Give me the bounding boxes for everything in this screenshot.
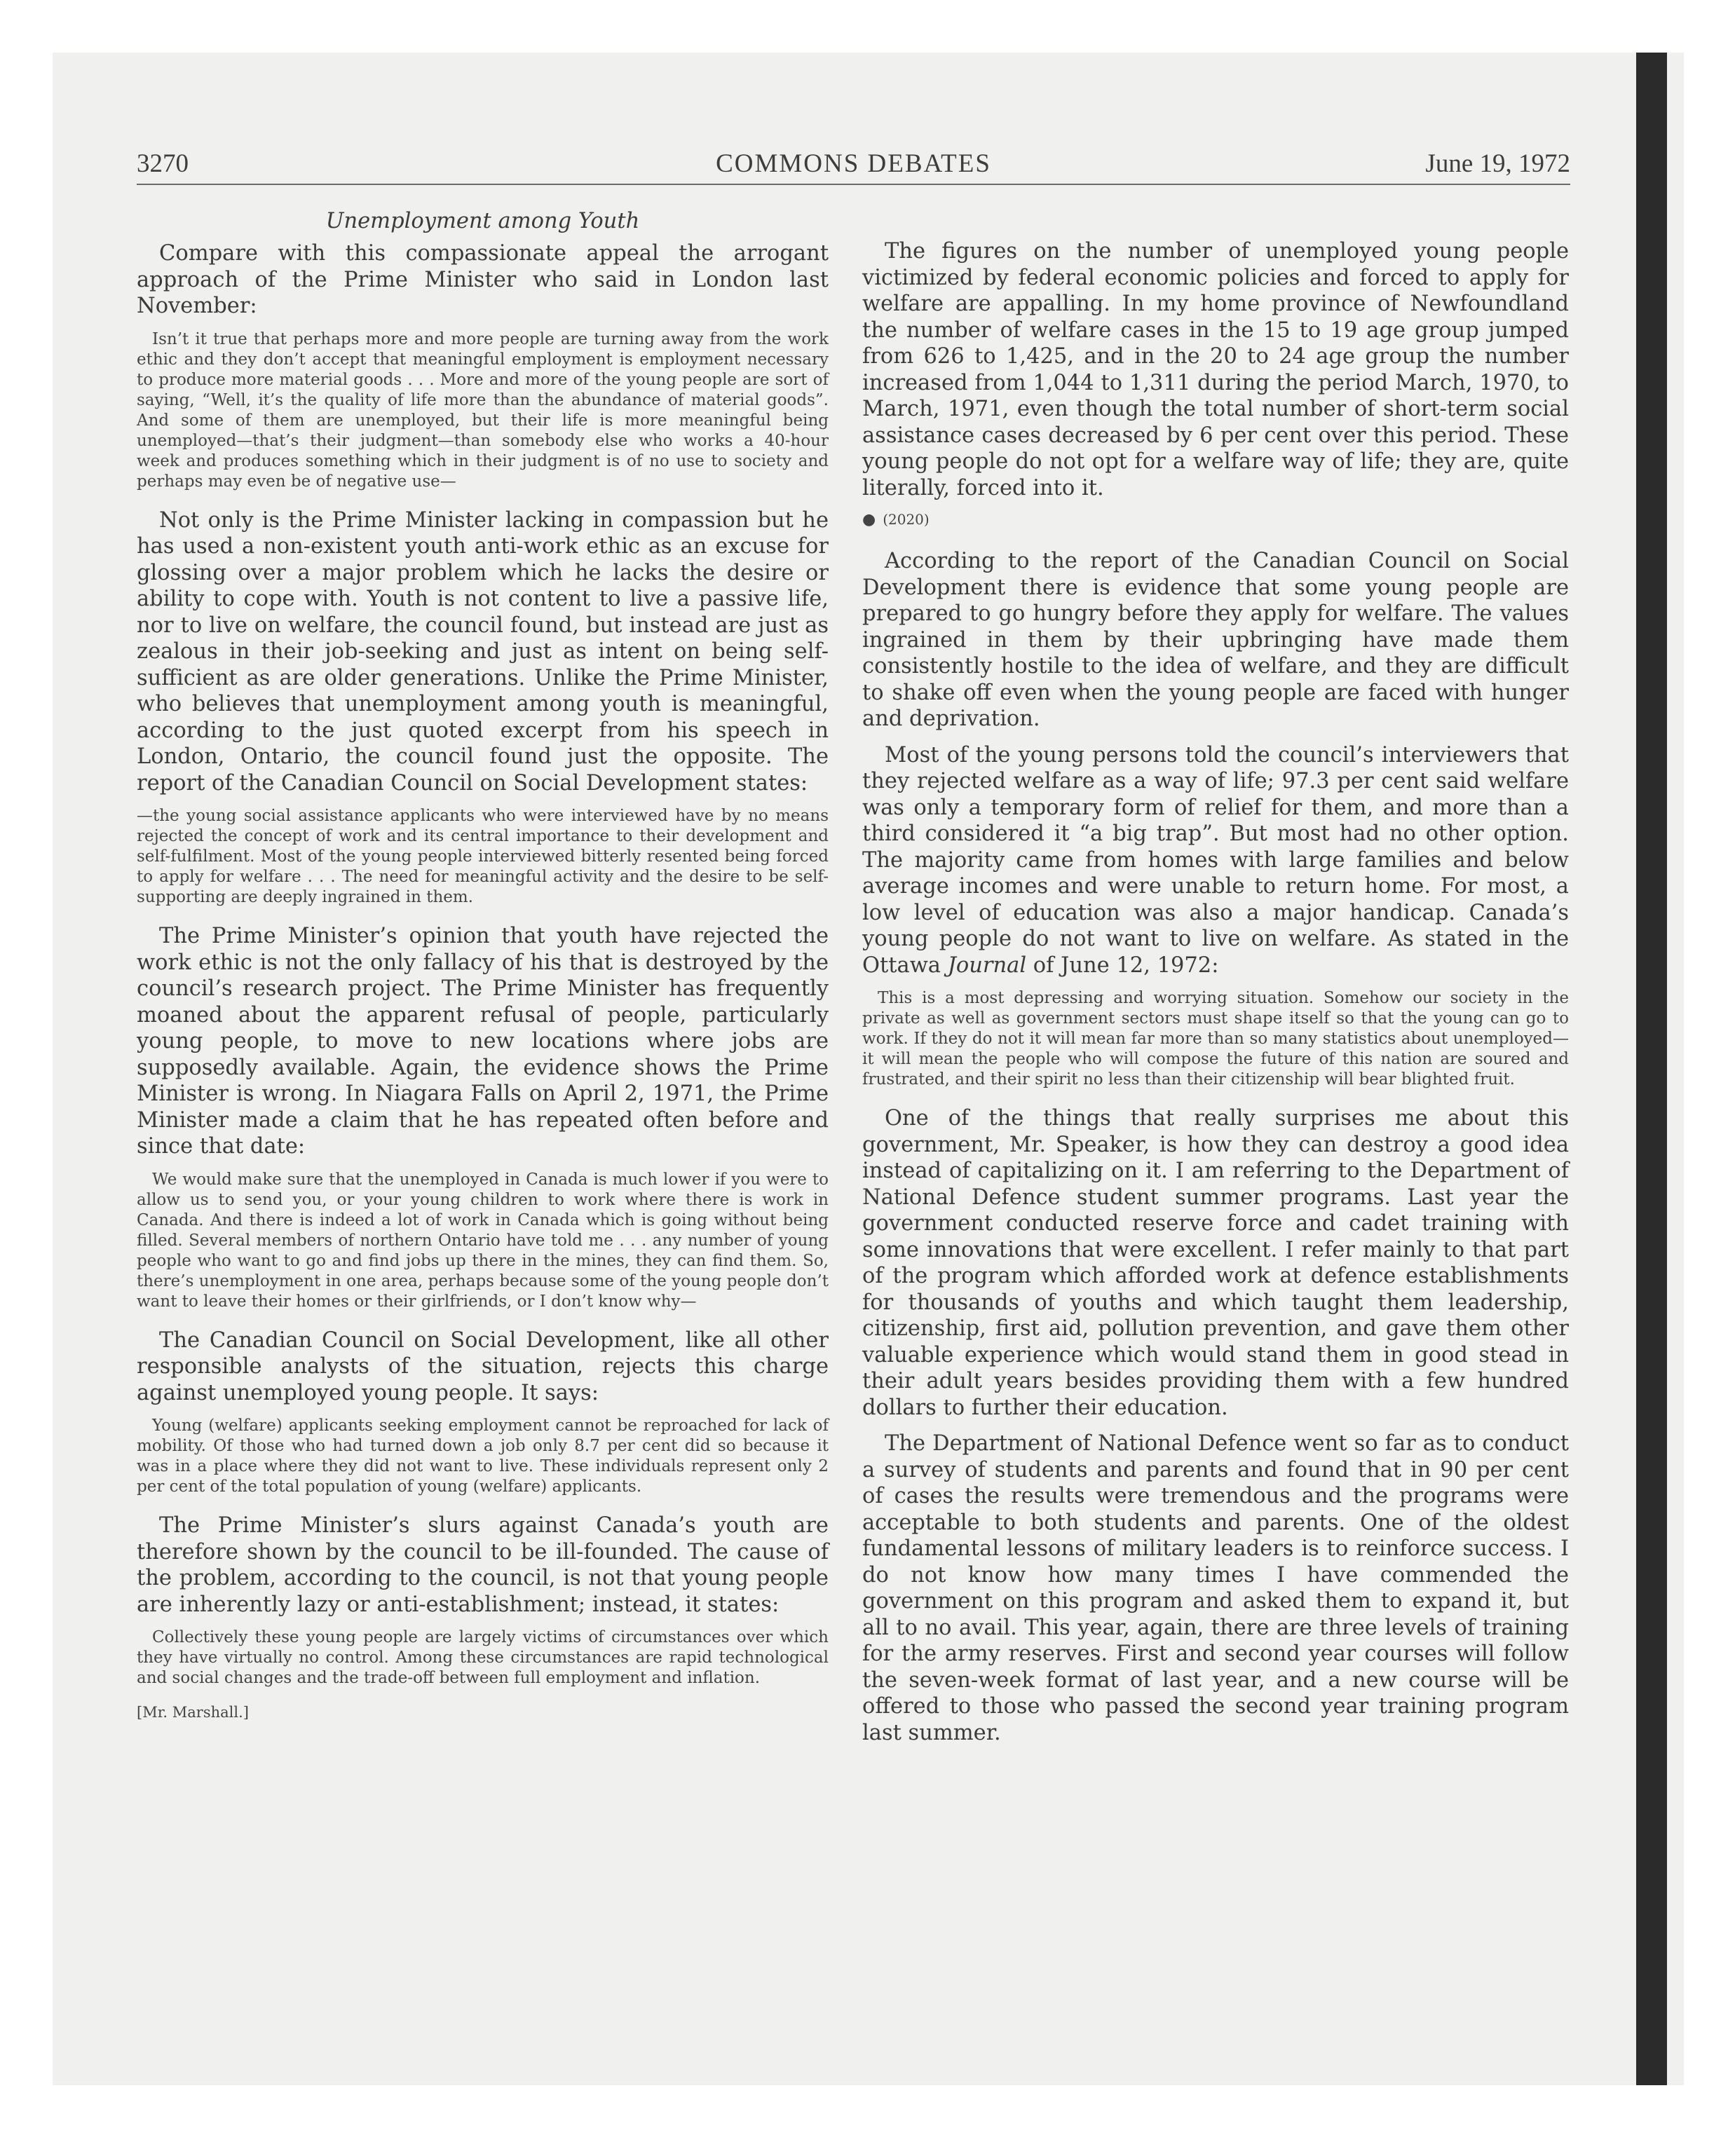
publication-title: COMMONS DEBATES — [716, 149, 991, 178]
paragraph — [862, 742, 1569, 979]
paragraph: The Prime Minister’s slurs against Canada’s youth are therefore shown by the council to be ill-founded. The cause of the problem, according to the council, is not that young people are inherently lazy or anti-establishment; instead, it states: — [137, 1513, 829, 1617]
block-quote: Young (welfare) applicants seeking employment cannot be reproached for lack of mobility. Of those who had turned down a job only 8.7 per cent did so because it was in a place where they did not want to live. These individuals represent only 2 per cent of the total population of young (welfare) applicants. — [137, 1417, 829, 1496]
page-date: June 19, 1972 — [1425, 149, 1570, 178]
bullet-icon: ● — [862, 511, 876, 528]
paragraph: According to the report of the Canadian Council on Social Development there is evidence that some young people are prepared to go hungry before they apply for welfare. The values ingrained in them by their upbringing have made them consistently hostile to the idea of welfare, and they are difficult to shake off even when the young people are faced with hunger and deprivation. — [862, 549, 1569, 731]
paragraph-text: Most of the young persons told the council’s interviewers that they rejected welfare as a way of life; 97.3 per cent said welfare was only a temporary form of relief for them, and more than a third considered it “a big trap”. But most had no other option. The majority came from homes with large families and below average incomes and were unable to return home. For most, a low level of education was also a major handicap. Canada’s young people do not want to live on welfare. As stated in the Ottawa — [862, 742, 1569, 978]
binding-edge — [1636, 53, 1667, 2085]
left-column — [137, 207, 829, 1721]
page-number: 3270 — [137, 149, 189, 178]
block-quote: —the young social assistance applicants who were interviewed have by no means rejected the concept of work and its central importance to their development and self-fulfilment. Most of the young people interviewed bitterly resented being forced to apply for welfare . . . The need for meaningful activity and the desire to be self-supporting are deeply ingrained in them. — [137, 807, 829, 906]
section-subheading: Unemployment among Youth — [325, 209, 640, 233]
time-marker — [862, 511, 1569, 528]
speaker-attribution: [Mr. Marshall.] — [137, 1704, 249, 1721]
block-quote: Isn’t it true that perhaps more and more people are turning away from the work ethic and they don’t accept that meaningful employment is employment necessary to produce more material goods . . . More and more of the young people are sort of saying, “Well, it’s the quality of life more than the abundance of material goods”. And some of them are unemployed, but their life is more meaningful being unemployed—that’s their judgment—than somebody else who works a 40-hour week and produces something which in their judgment is of no use to society and perhaps may even be of negative use— — [137, 329, 829, 491]
page-header — [137, 149, 1570, 185]
paragraph: The figures on the number of unemployed young people victimized by federal economic policies and forced to apply for welfare are appalling. In my home province of Newfoundland the number of welfare cases in the 15 to 19 age group jumped from 626 to 1,425, and in the 20 to 24 age group the number increased from 1,044 to 1,311 during the period March, 1970, to March, 1971, even though the total number of short-term social assistance cases decreased by 6 per cent over this period. These young people do not opt for a welfare way of life; they are, quite literally, forced into it. — [862, 239, 1569, 500]
time-marker-label: (2020) — [883, 511, 930, 528]
paragraph: The Canadian Council on Social Development, like all other responsible analysts of the situation, rejects this charge against unemployed young people. It says: — [137, 1328, 829, 1405]
publication-name: Journal — [947, 953, 1027, 978]
right-column — [862, 238, 1569, 1756]
paragraph: Not only is the Prime Minister lacking in compassion but he has used a non-existent youth anti-work ethic as an excuse for glossing over a major problem which he lacks the desire or ability to cope with. Youth is not content to live a passive life, nor to live on welfare, the council found, but instead are just as zealous in their job-seeking and just as intent on being self-sufficient as are older generations. Unlike the Prime Minister, who believes that unemployment among youth is meaningful, according to the just quoted excerpt from his speech in London, Ontario, the council found just the opposite. The report of the Canadian Council on Social Development states: — [137, 507, 829, 796]
block-quote: This is a most depressing and worrying situation. Somehow our society in the private as well as government sectors must shape itself so that the young can go to work. If they do not it will mean far more than so many statistics about unemployed—it will mean the people who will compose the future of this nation are soured and frustrated, and their spirit no less than their citizenship will bear blighted fruit. — [862, 989, 1569, 1089]
paragraph: The Department of National Defence went so far as to conduct a survey of students and parents and found that in 90 per cent of cases the results were tremendous and the programs were acceptable to both students and parents. One of the oldest fundamental lessons of military leaders is to reinforce success. I do not know how many times I have commended the government on this program and asked them to expand it, but all to no avail. This year, again, there are three levels of training for the army reserves. First and second year courses will follow the seven-week format of last year, and a new course will be offered to those who passed the second year training program last summer. — [862, 1431, 1569, 1745]
paragraph: Compare with this compassionate appeal the arrogant approach of the Prime Minister who said in London last November: — [137, 241, 829, 318]
block-quote: We would make sure that the unemployed in Canada is much lower if you were to allow us to send you, or your young children to work where there is work in Canada. And there is indeed a lot of work in Canada which is going without being filled. Several members of northern Ontario have told me . . . any number of young people who want to go and find jobs up there in the mines, they can find them. So, there’s unemployment in one area, perhaps because some of the young people don’t want to leave their homes or their girlfriends, or I don’t know why— — [137, 1170, 829, 1311]
paragraph-text: of June 12, 1972: — [1026, 953, 1219, 978]
paragraph: The Prime Minister’s opinion that youth have rejected the work ethic is not the only fallacy of his that is destroyed by the council’s research project. The Prime Minister has frequently moaned about the apparent refusal of people, particularly young people, to move to new locations where jobs are supposedly available. Again, the evidence shows the Prime Minister is wrong. In Niagara Falls on April 2, 1971, the Prime Minister made a claim that he has repeated often before and since that date: — [137, 924, 829, 1159]
paragraph: One of the things that really surprises me about this government, Mr. Speaker, is how they can destroy a good idea instead of capitalizing on it. I am referring to the Department of National Defence student summer programs. Last year the government conducted reserve force and cadet training with some innovations that were excellent. I refer mainly to that part of the program which afforded work at defence establishments for thousands of youths and which taught them leadership, citizenship, first aid, pollution prevention, and gave them other valuable experience which would stand them in good stead in their adult years besides providing them with a few hundred dollars to further their education. — [862, 1106, 1569, 1420]
block-quote: Collectively these young people are largely victims of circumstances over which they have virtually no control. Among these circumstances are rapid technological and social changes and the trade-off between full employment and inflation. — [137, 1628, 829, 1687]
